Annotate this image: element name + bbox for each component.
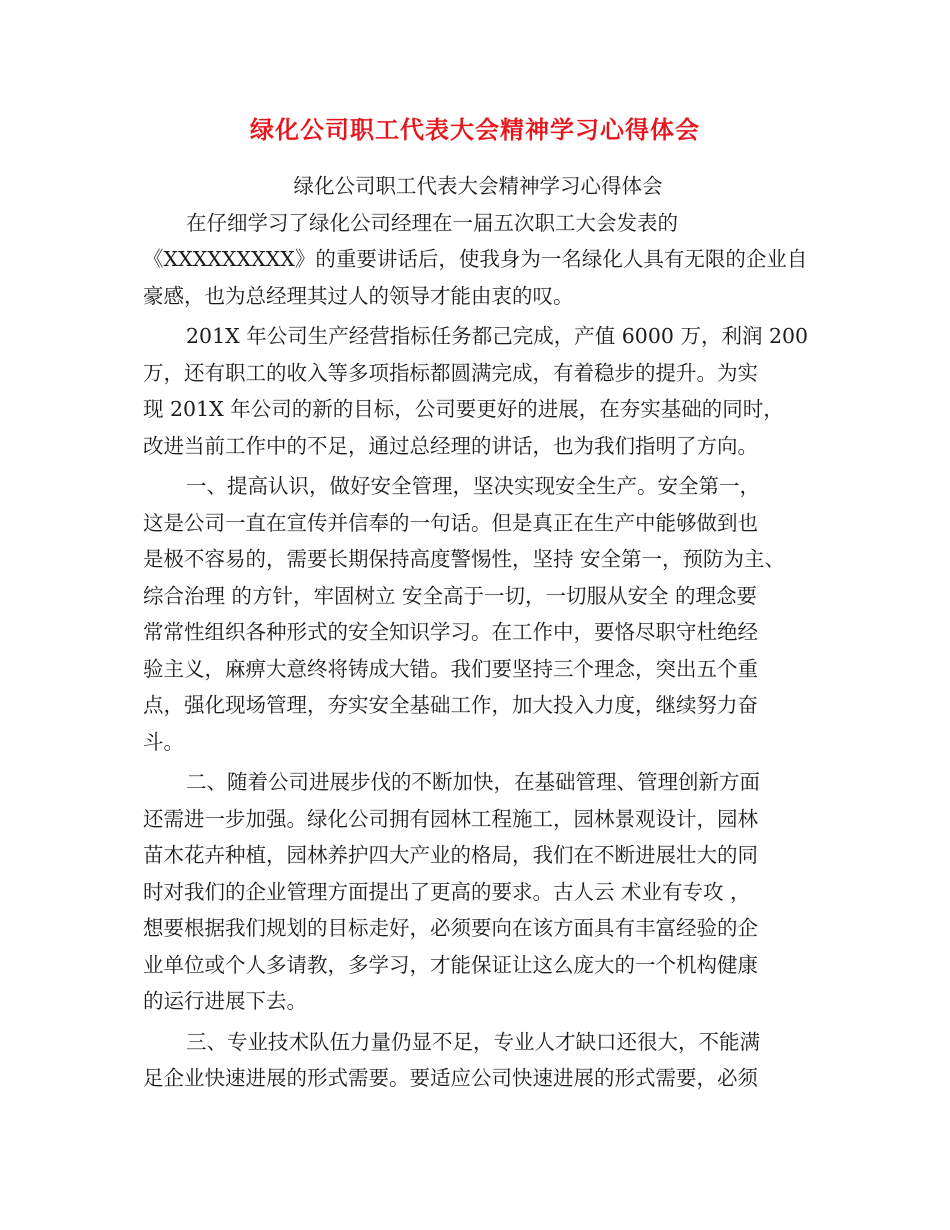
paragraph-line: 二、随着公司进展步伐的不断加快，在基础管理、管理创新方面 (186, 770, 760, 794)
paragraph (143, 468, 813, 760)
paragraph-line: 三、专业技术队伍力量仍显不足，专业人才缺口还很大，不能满 (186, 1029, 760, 1054)
paragraph-line: 业单位或个人多请教，多学习，才能保证让这么庞大的一个机构健康 (143, 952, 758, 977)
paragraph (143, 1024, 813, 1097)
paragraph-line: 常常性组织各种形式的安全知识学习。在工作中，要恪尽职守杜绝经 (143, 620, 758, 644)
paragraph-line: 现 201X 年公司的新的目标，公司要更好的进展，在夯实基础的同时， (143, 397, 784, 421)
paragraph-line: 一、提高认识，做好安全管理，坚决实现安全生产。安全第一， (186, 474, 760, 498)
document-title: 绿化公司职工代表大会精神学习心得体会 (250, 116, 700, 144)
paragraph (143, 764, 813, 1020)
paragraph-line: 足企业快速进展的形式需要。要适应公司快速进展的形式需要，必须 (143, 1066, 758, 1090)
paragraph-line: 改进当前工作中的不足，通过总经理的讲话，也为我们指明了方向。 (143, 433, 758, 458)
document-body (143, 168, 813, 1097)
paragraph-line: 点，强化现场管理，夯实安全基础工作，加大投入力度，继续努力奋 (143, 693, 758, 717)
paragraph-line: 还需进一步加强。绿化公司拥有园林工程施工，园林景观设计，园林 (143, 806, 758, 831)
paragraph (143, 318, 813, 464)
paragraph-line: 《XXXXXXXXX》的重要讲话后，使我身为一名绿化人具有无限的企业自 (143, 247, 808, 271)
paragraph-line: 在仔细学习了绿化公司经理在一届五次职工大会发表的 (186, 210, 678, 235)
paragraph-line: 综合治理 的方针，牢固树立 安全高于一切，一切服从安全 的理念要 (143, 583, 758, 608)
paragraph-line: 验主义，麻痹大意终将铸成大错。我们要坚持三个理念，突出五个重 (143, 656, 758, 681)
paragraph-line: 豪感，也为总经理其过人的领导才能由衷的叹。 (143, 283, 574, 308)
document-subtitle: 绿化公司职工代表大会精神学习心得体会 (293, 174, 663, 198)
paragraph-line: 斗。 (143, 729, 184, 754)
paragraph (143, 205, 813, 315)
paragraph-line: 是极不容易的，需要长期保持高度警惕性，坚持 安全第一，预防为主、 (143, 547, 786, 571)
paragraph-line: 时对我们的企业管理方面提出了更高的要求。古人云 术业有专攻 ， (143, 879, 751, 904)
paragraph-line: 想要根据我们规划的目标走好，必须要向在该方面具有丰富经验的企 (143, 916, 758, 940)
paragraph-line: 的运行进展下去。 (143, 989, 307, 1013)
paragraph-line: 万，还有职工的收入等多项指标都圆满完成，有着稳步的提升。为实 (143, 360, 758, 385)
paragraph-line: 这是公司一直在宣传并信奉的一句话。但是真正在生产中能够做到也 (143, 510, 758, 535)
paragraph-line: 201X 年公司生产经营指标任务都己完成，产值 6000 万，利润 200 (186, 324, 809, 348)
paragraph-line: 苗木花卉种植，园林养护四大产业的格局，我们在不断进展壮大的同 (143, 843, 758, 867)
